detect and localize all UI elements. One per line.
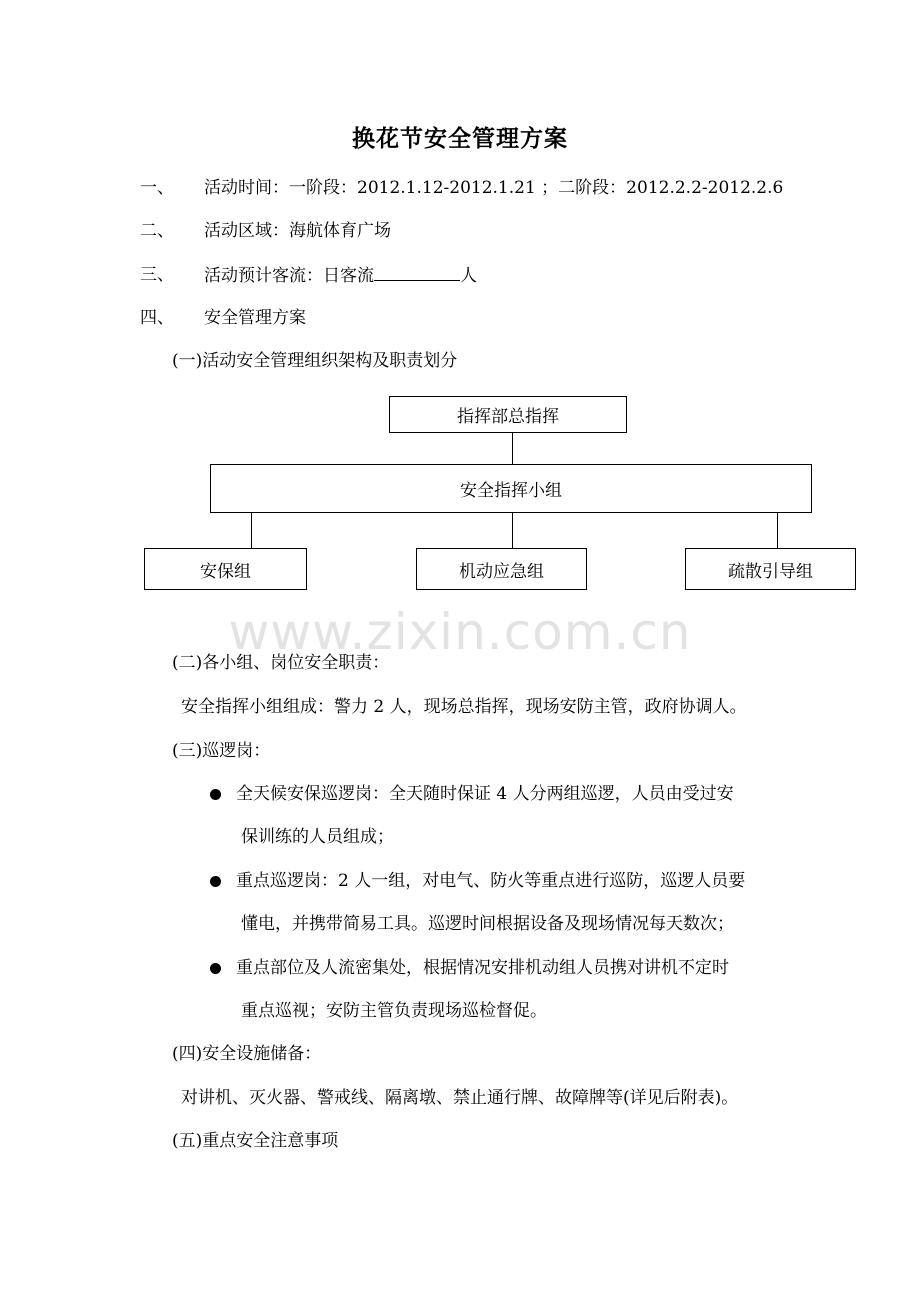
bullet-1-line-1: 全天候安保巡逻岗：全天随时保证 4 人分两组巡逻，人员由受过安 — [236, 784, 734, 804]
subsection-4-heading: (四)安全设施储备： — [172, 1044, 322, 1064]
bullet-3-line-1: 重点部位及人流密集处，根据情况安排机动组人员携对讲机不定时 — [236, 958, 729, 978]
subsection-5-heading: (五)重点安全注意事项 — [172, 1131, 339, 1151]
bullet-1-line-2: 保训练的人员组成； — [241, 827, 394, 847]
org-box-security-group: 安保组 — [144, 548, 307, 590]
section-4-text: 安全管理方案 — [204, 308, 306, 328]
org-box-evacuation-group: 疏散引导组 — [685, 548, 856, 590]
subsection-2-text: 安全指挥小组组成：警力 2 人，现场总指挥，现场安防主管，政府协调人。 — [181, 697, 747, 717]
subsection-3-heading: (三)巡逻岗： — [172, 741, 271, 761]
subsection-2-heading: (二)各小组、岗位安全职责： — [172, 653, 390, 673]
section-3-unit: 人 — [460, 266, 477, 286]
connector-line — [512, 433, 513, 464]
section-1-text: 活动时间：一阶段：2012.1.12-2012.1.21 ；二阶段：2012.2.2-2012.2.6 — [204, 178, 784, 198]
bullet-3-line-2: 重点巡视；安防主管负责现场巡检督促。 — [241, 1001, 547, 1021]
section-2-numeral: 二、 — [140, 221, 174, 241]
subsection-1-heading: (一)活动安全管理组织架构及职责划分 — [172, 351, 458, 371]
section-2-text: 活动区域：海航体育广场 — [204, 221, 391, 241]
section-3-text: 活动预计客流：日客流 — [204, 266, 374, 286]
bullet-2-line-1: 重点巡逻岗：2 人一组，对电气、防火等重点进行巡防，巡逻人员要 — [236, 871, 746, 891]
section-3-line — [204, 264, 477, 287]
connector-line — [777, 513, 778, 548]
document-title: 换花节安全管理方案 — [352, 125, 568, 152]
org-box-commander: 指挥部总指挥 — [389, 396, 627, 433]
connector-line — [251, 513, 252, 548]
section-3-numeral: 三、 — [140, 265, 174, 285]
org-box-emergency-group: 机动应急组 — [416, 548, 587, 590]
section-1-numeral: 一、 — [140, 178, 174, 198]
visitor-count-blank — [374, 264, 460, 281]
org-box-command-group: 安全指挥小组 — [210, 464, 812, 513]
connector-line — [512, 513, 513, 548]
subsection-4-text: 对讲机、灭火器、警戒线、隔离墩、禁止通行牌、故障牌等(详见后附表)。 — [181, 1088, 739, 1108]
bullet-2-line-2: 懂电，并携带简易工具。巡逻时间根据设备及现场情况每天数次； — [241, 914, 734, 934]
bullet-icon — [210, 963, 221, 974]
watermark: www.zixin.com.cn — [228, 603, 692, 661]
bullet-icon — [210, 876, 221, 887]
section-4-numeral: 四、 — [140, 308, 174, 328]
bullet-icon — [210, 789, 221, 800]
